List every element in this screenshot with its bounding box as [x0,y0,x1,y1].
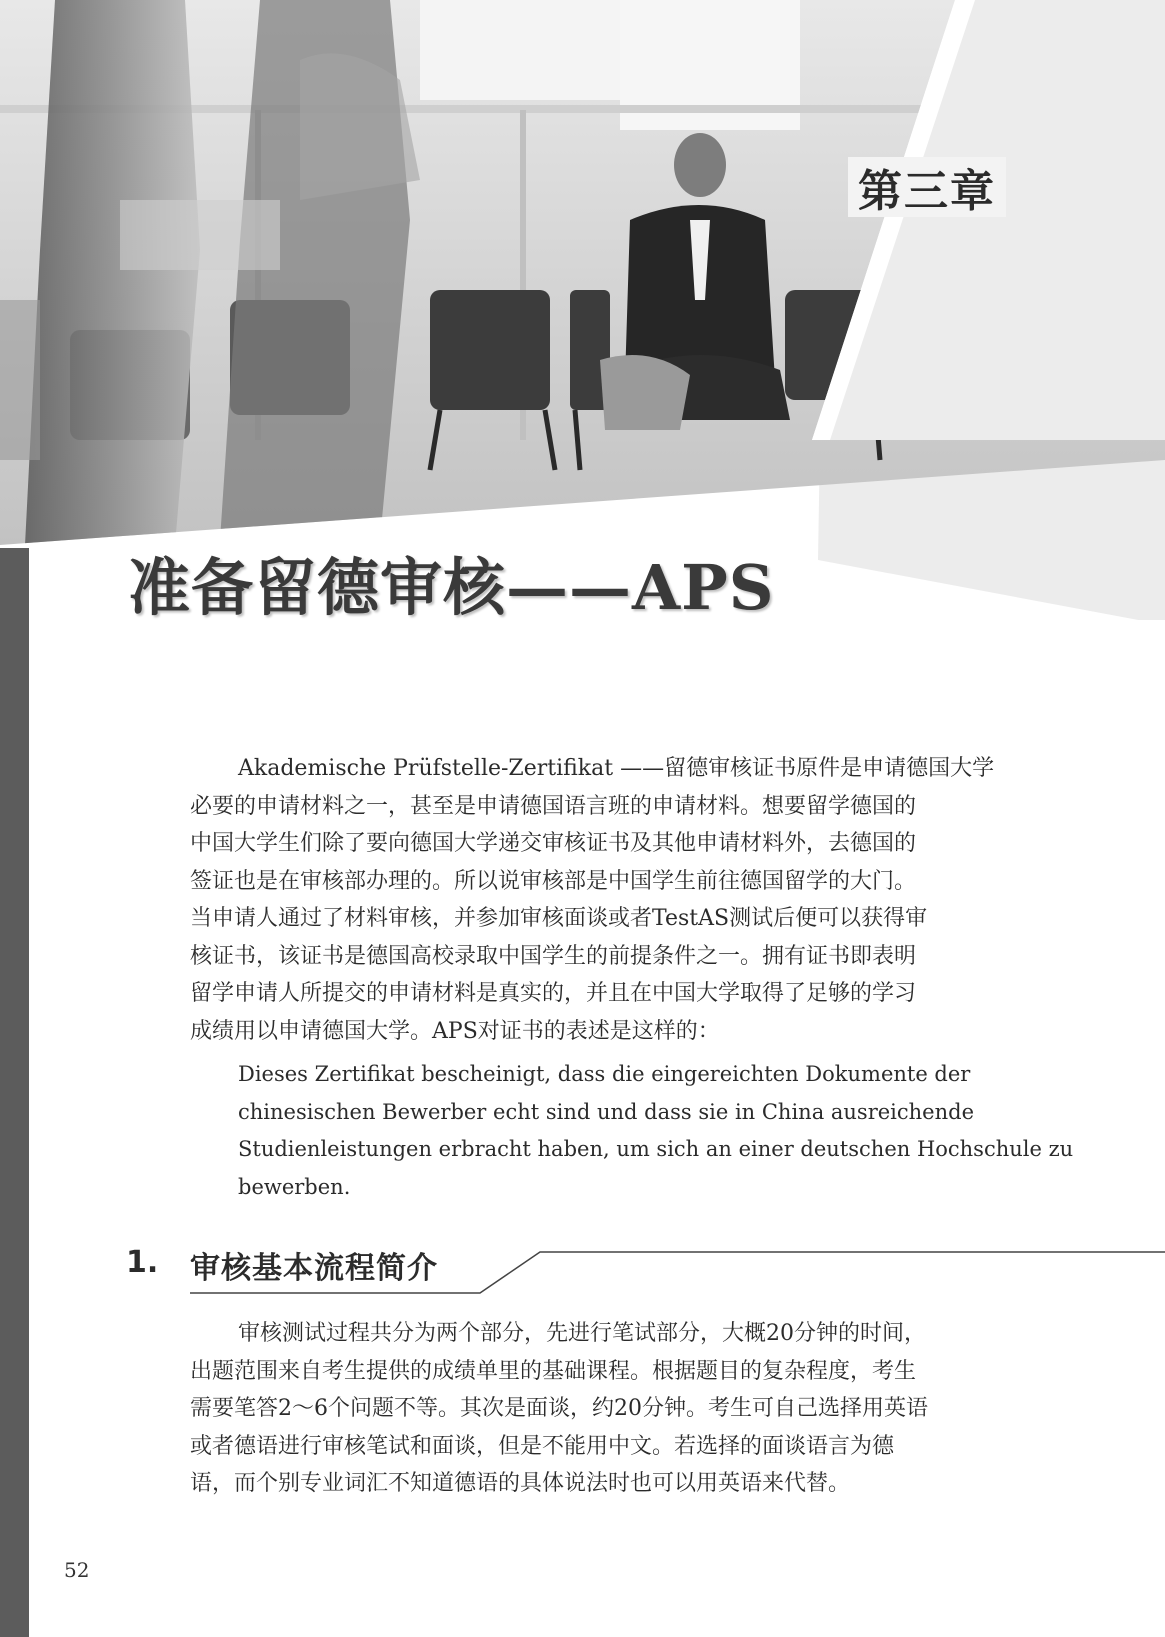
office-waiting-room-photo [0,0,1165,620]
german-quote [238,1056,1074,1206]
side-accent-bar [0,548,29,1637]
chapter-title: 准备留德审核——APS [128,551,775,624]
text-line: 留学申请人所提交的申请材料是真实的，并且在中国大学取得了足够的学习 [190,981,917,1006]
text-line: 核证书，该证书是德国高校录取中国学生的前提条件之一。拥有证书即表明 [190,943,917,969]
text-line: 出题范围来自考生提供的成绩单里的基础课程。根据题目的复杂程度，考生 [190,1358,917,1384]
chapter-header-photo [0,0,1165,620]
text-line: 成绩用以申请德国大学。APS对证书的表述是这样的： [190,1018,720,1044]
quote-line: Studienleistungen erbracht haben, um sich an einer deutschen Hochschule zu [238,1137,1074,1161]
section-number: 1. [126,1245,159,1280]
quote-line: chinesischen Bewerber echt sind und dass sie in China ausreichende [238,1099,975,1124]
quote-line: Dieses Zertifikat bescheinigt, dass die eingereichten Dokumente der [238,1062,971,1086]
section1-paragraph [190,1315,1010,1503]
intro-paragraph [190,750,1010,1050]
chapter-label: 第三章 [848,157,1006,217]
text-line: 需要笔答2～6个问题不等。其次是面谈，约20分钟。考生可自己选择用英语 [190,1396,928,1421]
text-line: 或者德语进行审核笔试和面谈，但是不能用中文。若选择的面谈语言为德 [190,1433,895,1459]
quote-line: bewerben. [238,1174,351,1199]
text-line: 中国大学生们除了要向德国大学递交审核证书及其他申请材料外，去德国的 [190,831,917,856]
page-number: 52 [64,1558,90,1582]
text-line: 语，而个别专业词汇不知道德语的具体说法时也可以用英语来代替。 [190,1471,851,1496]
text-line: 审核测试过程共分为两个部分，先进行笔试部分，大概20分钟的时间， [238,1321,926,1346]
text-line: 必要的申请材料之一，甚至是申请德国语言班的申请材料。想要留学德国的 [190,793,917,819]
text-line: 签证也是在审核部办理的。所以说审核部是中国学生前往德国留学的大门。 [190,868,917,894]
section-title: 审核基本流程简介 [190,1251,438,1286]
text-line: 当申请人通过了材料审核，并参加审核面谈或者TestAS测试后便可以获得审 [190,906,928,931]
section-heading-rule [0,1240,1165,1300]
text-line: Akademische Prüfstelle-Zertifikat ——留德审核证书原件是申请德国大学 [238,756,995,781]
